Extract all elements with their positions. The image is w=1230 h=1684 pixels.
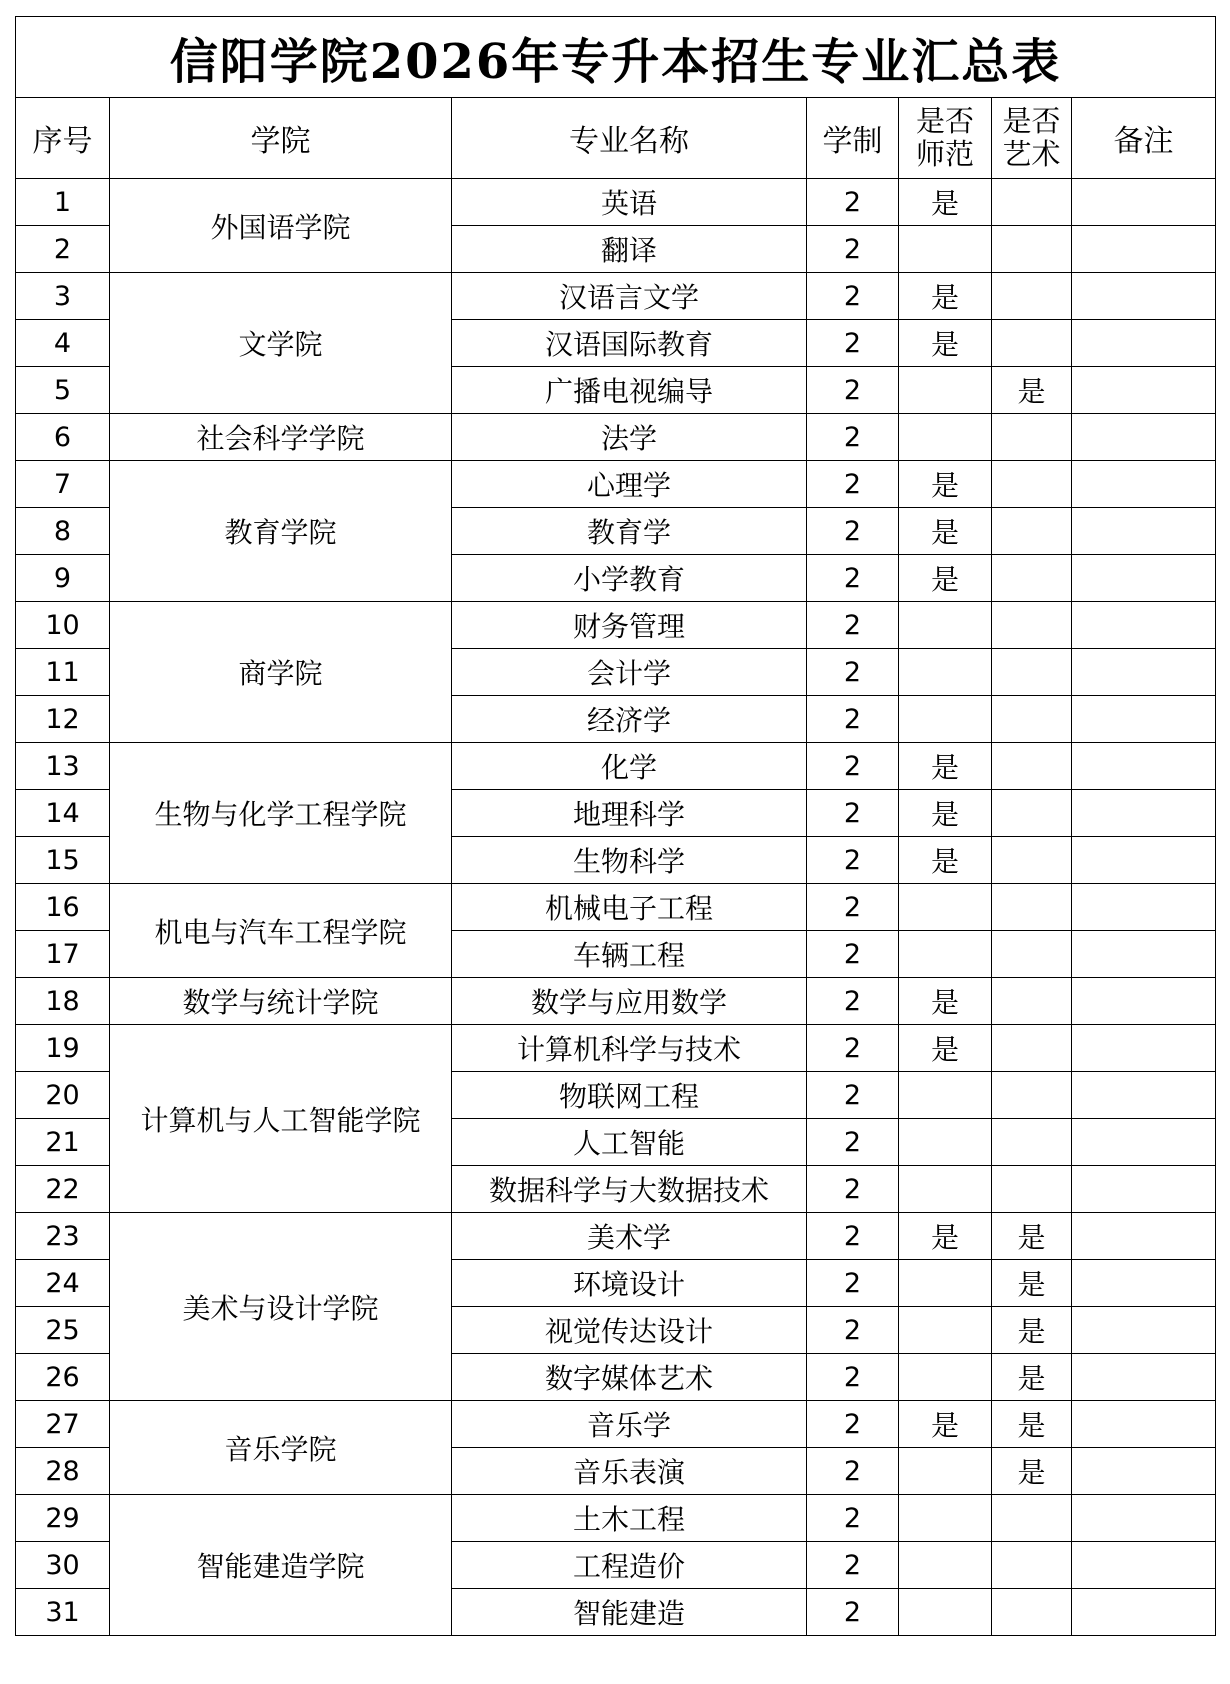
is-normal-cell: 是 [899,837,992,884]
is-art-cell [992,1589,1072,1636]
remark-cell [1072,931,1216,978]
is-art-cell [992,1119,1072,1166]
major-name: 翻译 [452,226,807,273]
duration-cell: 2 [807,1166,899,1213]
college-cell: 文学院 [110,273,452,414]
duration-cell: 2 [807,696,899,743]
is-normal-cell [899,649,992,696]
is-normal-cell [899,1307,992,1354]
duration-cell: 2 [807,273,899,320]
row-number: 31 [16,1589,110,1636]
row-number: 2 [16,226,110,273]
duration-cell: 2 [807,1119,899,1166]
is-art-cell [992,884,1072,931]
is-normal-cell [899,1119,992,1166]
is-normal-cell [899,696,992,743]
major-name: 教育学 [452,508,807,555]
college-cell: 教育学院 [110,461,452,602]
table-row [16,884,1216,931]
header-row [16,98,1216,179]
row-number: 16 [16,884,110,931]
major-name: 数字媒体艺术 [452,1354,807,1401]
row-number: 23 [16,1213,110,1260]
major-name: 物联网工程 [452,1072,807,1119]
duration-cell: 2 [807,602,899,649]
remark-cell [1072,1354,1216,1401]
major-name: 数学与应用数学 [452,978,807,1025]
row-number: 15 [16,837,110,884]
major-name: 土木工程 [452,1495,807,1542]
is-art-cell [992,273,1072,320]
college-cell: 社会科学学院 [110,414,452,461]
is-art-cell: 是 [992,1260,1072,1307]
college-cell: 外国语学院 [110,179,452,273]
remark-cell [1072,1542,1216,1589]
table-row [16,179,1216,226]
row-number: 10 [16,602,110,649]
remark-cell [1072,414,1216,461]
is-normal-cell: 是 [899,1213,992,1260]
duration-cell: 2 [807,1401,899,1448]
is-art-cell [992,649,1072,696]
table-row [16,273,1216,320]
remark-cell [1072,649,1216,696]
college-cell: 音乐学院 [110,1401,452,1495]
is-normal-cell [899,1072,992,1119]
row-number: 28 [16,1448,110,1495]
duration-cell: 2 [807,978,899,1025]
row-number: 3 [16,273,110,320]
remark-cell [1072,696,1216,743]
duration-cell: 2 [807,1495,899,1542]
row-number: 27 [16,1401,110,1448]
row-number: 30 [16,1542,110,1589]
is-art-cell [992,555,1072,602]
major-name: 生物科学 [452,837,807,884]
is-art-cell [992,320,1072,367]
is-normal-cell: 是 [899,273,992,320]
table-row [16,1213,1216,1260]
table-row [16,1025,1216,1072]
remark-cell [1072,320,1216,367]
is-normal-cell [899,1542,992,1589]
is-normal-cell: 是 [899,1401,992,1448]
is-normal-cell: 是 [899,179,992,226]
header-major: 专业名称 [452,98,807,179]
is-normal-cell [899,1260,992,1307]
major-name: 心理学 [452,461,807,508]
header-seq: 序号 [16,98,110,179]
row-number: 29 [16,1495,110,1542]
remark-cell [1072,1166,1216,1213]
is-normal-cell [899,1354,992,1401]
header-is-art-line1: 是否 [1002,104,1061,138]
college-cell: 数学与统计学院 [110,978,452,1025]
remark-cell [1072,1307,1216,1354]
is-art-cell [992,1072,1072,1119]
row-number: 7 [16,461,110,508]
duration-cell: 2 [807,226,899,273]
is-normal-cell: 是 [899,508,992,555]
remark-cell [1072,884,1216,931]
header-is-normal-line1: 是否 [915,104,974,138]
remark-cell [1072,1495,1216,1542]
duration-cell: 2 [807,508,899,555]
duration-cell: 2 [807,790,899,837]
row-number: 26 [16,1354,110,1401]
remark-cell [1072,1589,1216,1636]
is-normal-cell [899,226,992,273]
major-name: 计算机科学与技术 [452,1025,807,1072]
major-name: 汉语国际教育 [452,320,807,367]
is-normal-cell [899,1166,992,1213]
header-duration: 学制 [807,98,899,179]
college-cell: 计算机与人工智能学院 [110,1025,452,1213]
table-row [16,978,1216,1025]
duration-cell: 2 [807,320,899,367]
college-cell: 生物与化学工程学院 [110,743,452,884]
duration-cell: 2 [807,1025,899,1072]
remark-cell [1072,1448,1216,1495]
major-name: 会计学 [452,649,807,696]
remark-cell [1072,179,1216,226]
major-name: 财务管理 [452,602,807,649]
major-name: 经济学 [452,696,807,743]
major-name: 车辆工程 [452,931,807,978]
major-name: 智能建造 [452,1589,807,1636]
college-cell: 商学院 [110,602,452,743]
duration-cell: 2 [807,555,899,602]
is-normal-cell [899,367,992,414]
college-cell: 智能建造学院 [110,1495,452,1636]
header-is-normal-line2: 师范 [915,137,974,171]
remark-cell [1072,508,1216,555]
row-number: 5 [16,367,110,414]
remark-cell [1072,367,1216,414]
is-normal-cell: 是 [899,320,992,367]
enrollment-table [15,16,1216,1636]
row-number: 24 [16,1260,110,1307]
page-title: 信阳学院2026年专升本招生专业汇总表 [16,17,1216,98]
remark-cell [1072,743,1216,790]
is-normal-cell [899,1448,992,1495]
is-art-cell [992,837,1072,884]
remark-cell [1072,1401,1216,1448]
major-name: 人工智能 [452,1119,807,1166]
remark-cell [1072,555,1216,602]
table-row [16,1495,1216,1542]
is-normal-cell [899,931,992,978]
remark-cell [1072,790,1216,837]
remark-cell [1072,1072,1216,1119]
header-is-normal [899,98,992,179]
is-art-cell: 是 [992,1448,1072,1495]
header-is-art-line2: 艺术 [1002,137,1061,171]
duration-cell: 2 [807,1542,899,1589]
is-art-cell [992,1025,1072,1072]
duration-cell: 2 [807,1307,899,1354]
duration-cell: 2 [807,1354,899,1401]
duration-cell: 2 [807,1589,899,1636]
header-remark: 备注 [1072,98,1216,179]
is-art-cell [992,508,1072,555]
duration-cell: 2 [807,461,899,508]
major-name: 机械电子工程 [452,884,807,931]
is-art-cell: 是 [992,1354,1072,1401]
major-name: 化学 [452,743,807,790]
is-art-cell [992,602,1072,649]
is-normal-cell: 是 [899,743,992,790]
row-number: 22 [16,1166,110,1213]
row-number: 21 [16,1119,110,1166]
major-name: 汉语言文学 [452,273,807,320]
row-number: 17 [16,931,110,978]
is-art-cell [992,1166,1072,1213]
is-normal-cell: 是 [899,461,992,508]
duration-cell: 2 [807,1072,899,1119]
header-is-art [992,98,1072,179]
major-name: 数据科学与大数据技术 [452,1166,807,1213]
table-row [16,602,1216,649]
major-name: 工程造价 [452,1542,807,1589]
is-art-cell: 是 [992,1307,1072,1354]
is-art-cell [992,931,1072,978]
duration-cell: 2 [807,1213,899,1260]
row-number: 18 [16,978,110,1025]
is-normal-cell [899,414,992,461]
is-art-cell: 是 [992,367,1072,414]
remark-cell [1072,1119,1216,1166]
duration-cell: 2 [807,414,899,461]
major-name: 音乐学 [452,1401,807,1448]
is-normal-cell [899,1495,992,1542]
table-row [16,461,1216,508]
major-name: 法学 [452,414,807,461]
row-number: 9 [16,555,110,602]
remark-cell [1072,226,1216,273]
remark-cell [1072,1260,1216,1307]
remark-cell [1072,978,1216,1025]
table-row [16,743,1216,790]
row-number: 1 [16,179,110,226]
row-number: 6 [16,414,110,461]
is-normal-cell: 是 [899,978,992,1025]
is-normal-cell [899,1589,992,1636]
is-art-cell [992,461,1072,508]
major-name: 地理科学 [452,790,807,837]
remark-cell [1072,1025,1216,1072]
major-name: 小学教育 [452,555,807,602]
row-number: 11 [16,649,110,696]
duration-cell: 2 [807,837,899,884]
is-art-cell [992,978,1072,1025]
remark-cell [1072,602,1216,649]
remark-cell [1072,461,1216,508]
row-number: 13 [16,743,110,790]
is-normal-cell [899,602,992,649]
table-row [16,414,1216,461]
major-name: 音乐表演 [452,1448,807,1495]
is-art-cell [992,226,1072,273]
is-art-cell [992,743,1072,790]
is-art-cell [992,1542,1072,1589]
major-name: 美术学 [452,1213,807,1260]
is-normal-cell: 是 [899,555,992,602]
college-cell: 美术与设计学院 [110,1213,452,1401]
row-number: 20 [16,1072,110,1119]
row-number: 4 [16,320,110,367]
is-art-cell: 是 [992,1401,1072,1448]
is-art-cell: 是 [992,1213,1072,1260]
duration-cell: 2 [807,1260,899,1307]
duration-cell: 2 [807,743,899,790]
row-number: 14 [16,790,110,837]
duration-cell: 2 [807,367,899,414]
remark-cell [1072,837,1216,884]
is-normal-cell: 是 [899,1025,992,1072]
is-normal-cell: 是 [899,790,992,837]
remark-cell [1072,273,1216,320]
duration-cell: 2 [807,179,899,226]
major-name: 环境设计 [452,1260,807,1307]
duration-cell: 2 [807,649,899,696]
duration-cell: 2 [807,1448,899,1495]
duration-cell: 2 [807,884,899,931]
row-number: 19 [16,1025,110,1072]
college-cell: 机电与汽车工程学院 [110,884,452,978]
major-name: 广播电视编导 [452,367,807,414]
row-number: 25 [16,1307,110,1354]
major-name: 英语 [452,179,807,226]
table-body [16,179,1216,1636]
is-art-cell [992,179,1072,226]
is-art-cell [992,414,1072,461]
row-number: 8 [16,508,110,555]
is-normal-cell [899,884,992,931]
is-art-cell [992,1495,1072,1542]
remark-cell [1072,1213,1216,1260]
major-name: 视觉传达设计 [452,1307,807,1354]
table-row [16,1401,1216,1448]
is-art-cell [992,696,1072,743]
is-art-cell [992,790,1072,837]
header-college: 学院 [110,98,452,179]
row-number: 12 [16,696,110,743]
duration-cell: 2 [807,931,899,978]
